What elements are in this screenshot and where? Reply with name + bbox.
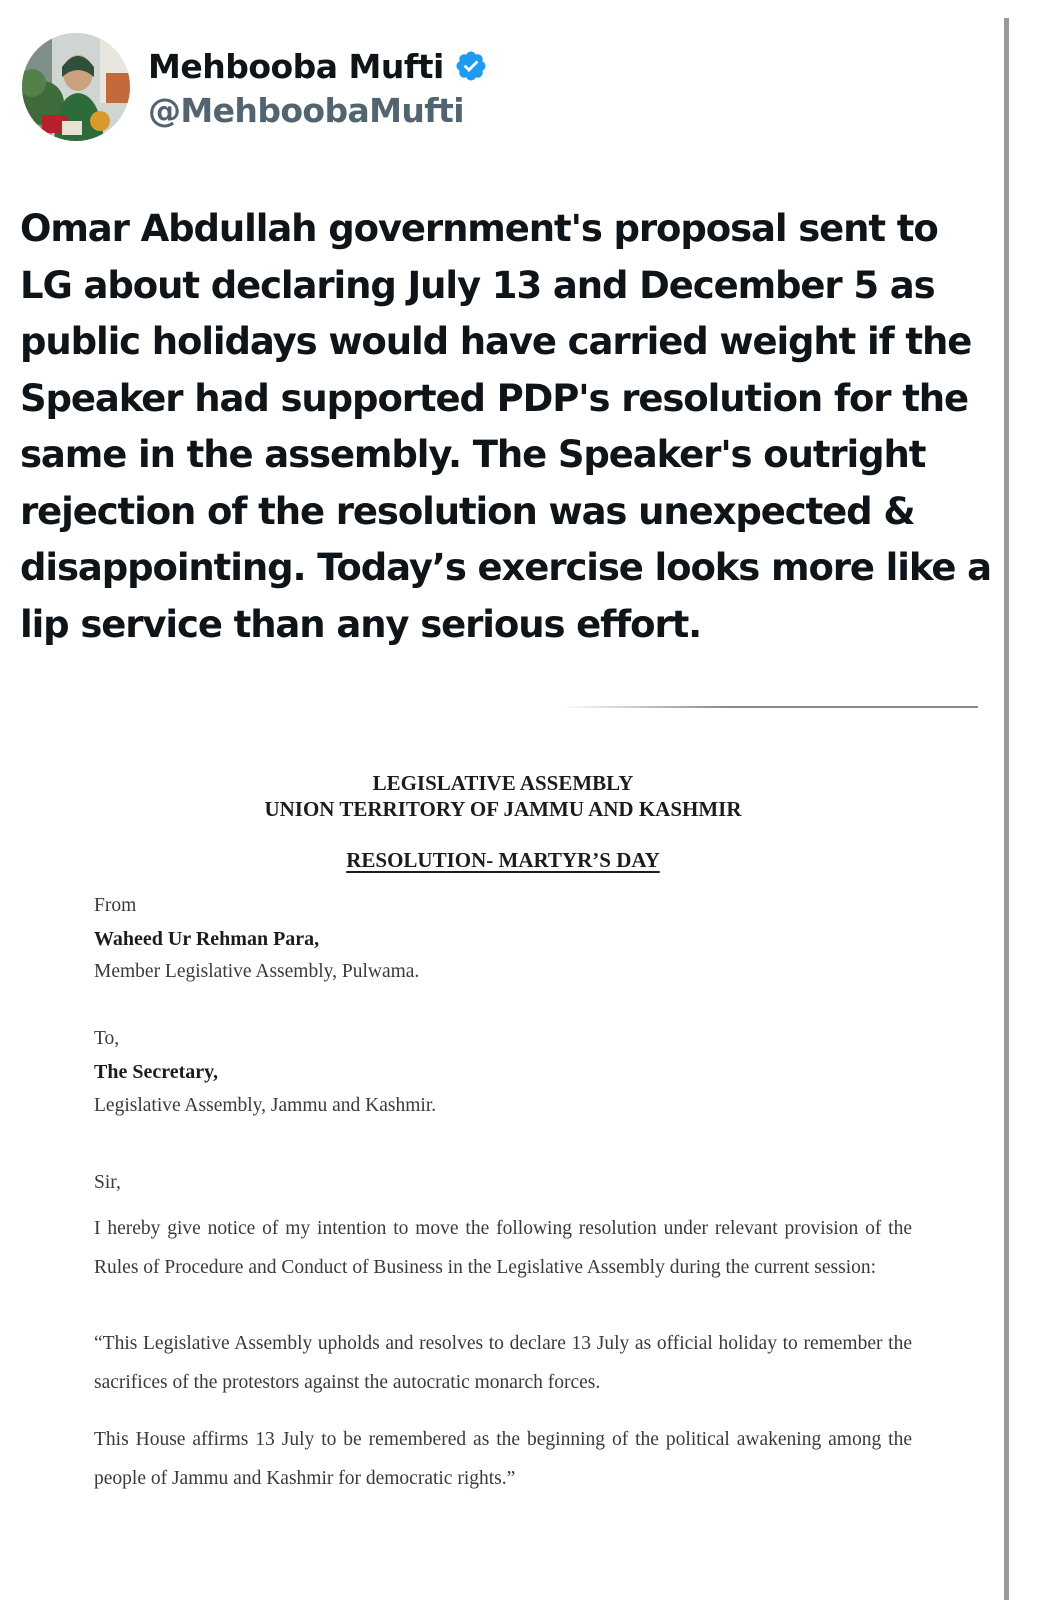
doc-subject: RESOLUTION- MARTYR’S DAY [346,848,660,872]
author-display-name[interactable]: Mehbooba Mufti [148,46,444,86]
doc-paragraph-notice: I hereby give notice of my intention to move the following resolution under relevant provision of the Rules of Procedure and Conduct of Business in the Legislative Assembly during the current session: [94,1218,912,1278]
doc-from-label: From [94,895,137,916]
media-divider [560,706,978,708]
doc-paragraph-resolution: “This Legislative Assembly upholds and resolves to declare 13 July as official holiday to remember the sacrifices of the protestors against the autocratic monarch forces. [94,1333,912,1393]
doc-heading-territory: UNION TERRITORY OF JAMMU AND KASHMIR [264,797,742,821]
doc-salutation: Sir, [94,1172,121,1193]
tweet-text: Omar Abdullah government's proposal sent to LG about declaring July 13 and December 5 as public holidays would have carried weight if the Speaker had supported PDP's resolution for the same in the assembly. The Speaker's outright rejection of the resolution was unexpected & disappointing. Today’s exercise looks more like a lip service than any serious effort. [20,207,992,646]
doc-to-label: To, [94,1028,120,1049]
doc-to-name: The Secretary, [94,1061,219,1083]
author-handle[interactable]: @MehboobaMufti [148,91,464,130]
avatar[interactable] [22,33,130,141]
avatar-photo-icon [22,33,130,141]
doc-to-title: Legislative Assembly, Jammu and Kashmir. [94,1095,437,1116]
doc-from-name: Waheed Ur Rehman Para, [94,928,320,950]
doc-paragraph-affirmation: This House affirms 13 July to be remembered as the beginning of the political awakening among the people of Jammu and Kashmir for democratic rights.” [94,1429,912,1489]
verified-badge-icon [454,49,488,83]
author-name-row[interactable] [148,44,488,88]
attached-document-image[interactable] [0,712,1000,1600]
doc-heading-assembly: LEGISLATIVE ASSEMBLY [372,771,634,795]
doc-from-title: Member Legislative Assembly, Pulwama. [94,961,420,982]
